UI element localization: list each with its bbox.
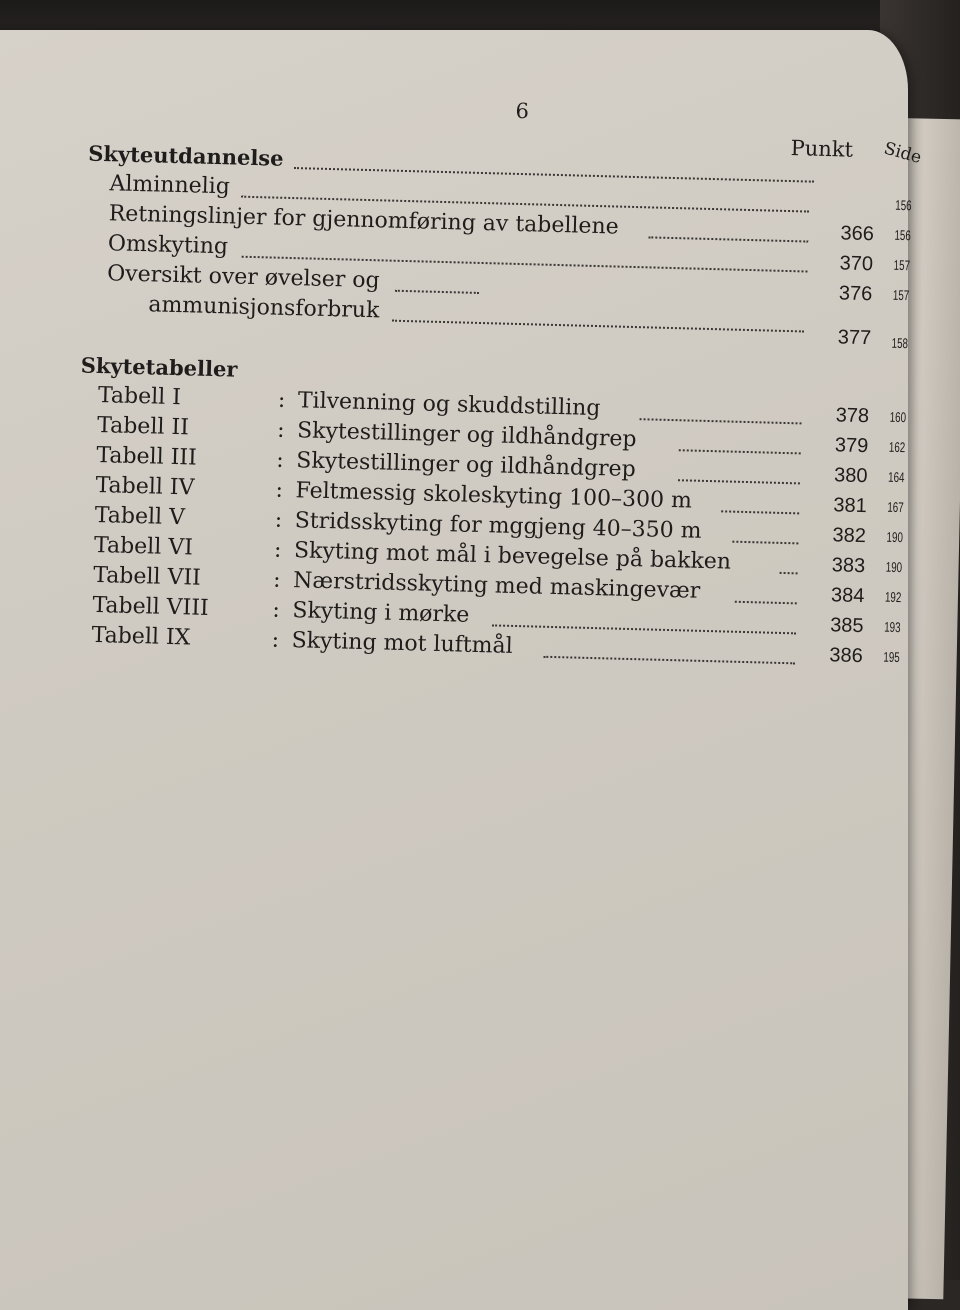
entry-punkt: 366 [840,222,875,246]
entry-colon: : [272,597,281,623]
leader-dots [679,427,802,454]
entry-tabell: Tabell VIII [92,592,209,621]
leader-dots [395,268,480,294]
entry-colon: : [277,387,286,413]
leader-dots [721,488,800,514]
section-heading: Skytetabeller [80,352,238,382]
entry-tabell: Tabell V [94,502,186,531]
entry-punkt: 382 [832,524,867,548]
entry-side: 160 [889,408,907,426]
entry-colon: : [274,507,283,533]
entry-title: Skytestillinger og ildhåndgrep [296,418,637,453]
entry-side: 167 [887,498,904,516]
entry-side: 195 [883,648,900,666]
entry-punkt: 380 [833,464,868,488]
leader-dots [648,214,809,242]
entry-punkt: 370 [839,252,874,276]
entry-punkt: 378 [835,404,870,428]
leader-dots [640,396,803,424]
page-number: 6 [515,98,530,124]
entry-tabell: Tabell VII [92,562,202,591]
entry-tabell: Tabell IV [95,472,195,501]
entry-colon: : [275,477,284,503]
column-header-punkt: Punkt [790,136,854,162]
entry-title: Stridsskyting for mggjeng 40–350 m [294,508,702,544]
entry-side: 190 [886,528,904,546]
entry-side: 192 [884,588,902,606]
entry-tabell: Tabell VI [93,532,194,561]
entry-punkt: 377 [837,326,872,350]
column-header-side: Side [881,138,924,168]
entry-title: Skyting mot mål i bevegelse på bakken [293,538,732,575]
entry-label: ammunisjonsforbruk [148,292,380,324]
entry-tabell: Tabell III [96,442,198,471]
entry-tabell: Tabell II [96,412,190,441]
entry-title: Skyting mot luftmål [291,628,513,659]
entry-title: Tilvenning og skuddstilling [297,388,601,422]
entry-side: 157 [892,286,910,304]
entry-punkt: 381 [833,494,868,518]
entry-colon: : [272,567,281,593]
entry-punkt: 384 [830,584,865,608]
entry-title: Skyting i mørke [292,598,470,628]
entry-colon: : [276,417,285,443]
entry-side: 156 [894,226,912,244]
leader-dots [780,550,799,574]
entry-punkt: 379 [834,434,869,458]
entry-colon: : [276,447,285,473]
leader-dots [732,519,799,545]
leader-dots [678,457,801,484]
entry-title: Feltmessig skoleskyting 100–300 m [295,478,693,514]
entry-side: 162 [888,438,906,456]
entry-side: 193 [883,618,901,636]
entry-side: 156 [895,196,912,214]
entry-label: Alminnelig [109,171,231,200]
entry-punkt: 386 [829,644,864,668]
entry-side: 157 [893,256,911,274]
entry-tabell: Tabell IX [91,622,191,651]
leader-dots [735,579,798,605]
entry-title: Skytestillinger og ildhåndgrep [296,448,637,483]
entry-label: Retningslinjer for gjennomføring av tabellene [108,201,619,240]
entry-side: 158 [891,334,909,352]
entry-tabell: Tabell I [97,383,182,411]
section-heading: Skyteutdannelse [88,140,284,171]
entry-punkt: 376 [838,282,873,306]
entry-label: Omskyting [107,231,229,260]
entry-label: Oversikt over øvelser og [106,261,380,294]
entry-title: Nærstridsskyting med maskingevær [292,568,701,604]
entry-side: 164 [887,468,905,486]
entry-colon: : [271,627,280,653]
entry-side: 190 [885,558,903,576]
entry-colon: : [273,537,282,563]
entry-punkt: 383 [831,554,866,578]
leader-dots [543,634,796,665]
entry-punkt: 385 [829,614,864,638]
